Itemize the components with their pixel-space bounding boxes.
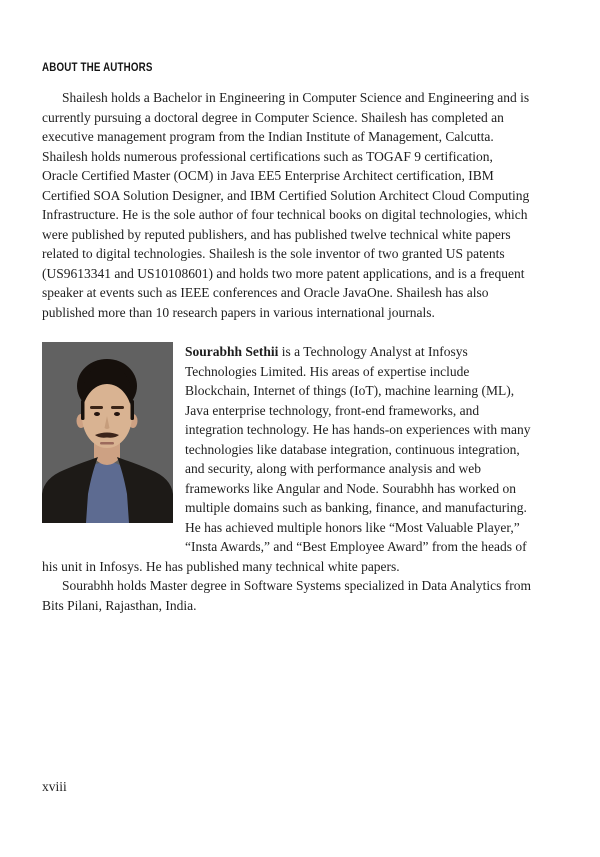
author-photo [42,342,173,523]
eye-right-shape [114,412,120,416]
page-content [42,62,532,615]
sideburn-right-shape [131,400,135,420]
eye-left-shape [94,412,100,416]
sideburn-left-shape [81,400,85,420]
sourabhh-section [42,342,532,615]
page-number: xviii [42,779,67,794]
mouth-shape [100,442,114,445]
eyebrow-left-shape [90,406,103,409]
sourabhh-bio-text: is a Technology Analyst at Infosys Technologies Limited. His areas of expertise include Blockchain, Internet of things (IoT), machine learning (ML), Java enterprise technology, front-end frameworks, and integration technology. He has hands-on experiences with many technologies like database integration, continuous integration, and security, along with performance analysis and web frameworks like Angular and Node. Sourabhh has worked on multiple domains such as banking, finance, and manufacturing. He has achieved multiple honors like “Most Valuable Player,” “Insta Awards,” and “Best Employee Award” from the heads of his unit in Infosys. He has published many technical white papers. [42,344,531,574]
eyebrow-right-shape [111,406,124,409]
sourabhh-education-paragraph: Sourabhh holds Master degree in Software Systems specialized in Data Analytics from Bits Pilani, Rajasthan, India. [42,578,532,613]
author-name: Sourabhh Sethii [185,344,279,359]
shailesh-bio-paragraph: Shailesh holds a Bachelor in Engineering in Computer Science and Engineering and is currently pursuing a doctoral degree in Computer Science. Shailesh has completed an executive management program from the Indian Institute of Management, Calcutta. Shailesh holds numerous professional certifications such as TOGAF 9 certification, Oracle Certified Master (OCM) in Java EE5 Enterprise Architect certification, IBM Certified SOA Solution Designer, and IBM Certified Solution Architect Cloud Computing Infrastructure. He is the sole author of four technical books on digital technologies, which were published by reputed publishers, and has published twelve technical white papers related to digital technologies. Shailesh is the sole inventor of two granted US patents (US9613341 and US10108601) and holds two more patent applications, and is a frequent speaker at events such as IEEE conferences and Oracle JavaOne. Shailesh has also published more than 10 research papers in various international journals. [42,90,530,320]
page-header: ABOUT THE AUTHORS [42,62,153,74]
